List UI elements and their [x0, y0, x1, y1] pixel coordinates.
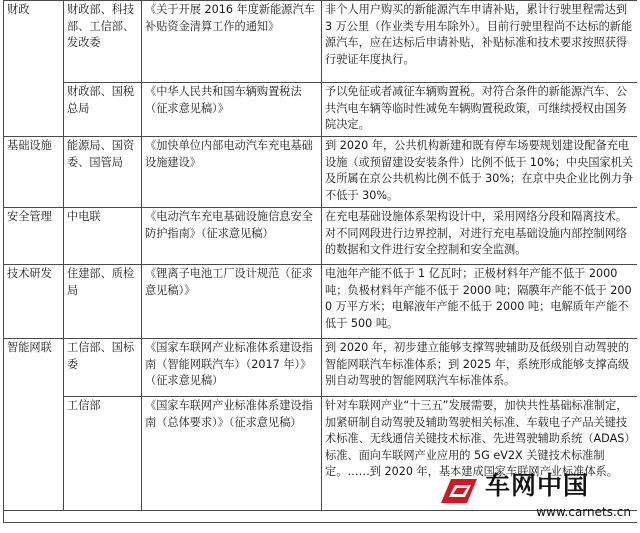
category-cell: 财政 [4, 1, 64, 137]
policy-table [3, 0, 637, 523]
category-cell: 智能网联 [4, 339, 64, 511]
content-cell: 到 2020 年，初步建立能够支撑驾驶辅助及低级别自动驾驶的智能网联汽车标准体系；到 2025 年，系统形成能够支撑高级别自动驾驶的智能网联汽车标准体系。 [322, 339, 638, 397]
carnets-logo-icon [437, 473, 481, 509]
table-row [4, 339, 638, 397]
document-cell: 《国家车联网产业标准体系建设指南（总体要求）》（征求意见稿） [142, 397, 322, 511]
department-cell: 住建部、质检局 [64, 265, 142, 339]
table-row [4, 83, 638, 137]
document-cell: 《锂离子电池工厂设计规范（征求意见稿）》 [142, 265, 322, 339]
table-row [4, 208, 638, 265]
content-cell: 电池年产能不低于 1 亿瓦时；正极材料年产能不低于 2000 吨；负极材料年产能不低于 2000 吨；隔膜年产能不低于 2000 万平方米；电解液年产能不低于 2000 吨；电解质年产能不低于 500 吨。 [322, 265, 638, 339]
document-cell: 《关于开展 2016 年度新能源汽车补贴资金清算工作的通知》 [142, 1, 322, 83]
department-cell: 中电联 [64, 208, 142, 265]
policy-document [3, 0, 637, 533]
department-cell: 财政部、科技部、工信部、发改委 [64, 1, 142, 83]
table-row [4, 1, 638, 83]
watermark-url: www.carnets.cn [536, 505, 631, 519]
content-cell: 针对车联网产业“十三五”发展需要，加快共性基础标准制定，加紧研制自动驾驶及辅助驾驶相关标准、车载电子产品关键技术标准、无线通信关键技术标准、先进驾驶辅助系统（ADAS）标准、面向车联网产业应用的 5G eV2X 关键技术标准制定。……到 2020 年，基本建成国家车联网产业标准体系。 [322, 397, 638, 511]
content-cell: 予以免征或者减征车辆购置税。对符合条件的新能源汽车、公共汽电车辆等临时性减免车辆购置税政策，可继续授权由国务院决定。 [322, 83, 638, 137]
content-cell: 到 2020 年，公共机构新建和既有停车场要规划建设配备充电设施（或预留建设安装条件）比例不低于 10%；中央国家机关及所属在京公共机构比例不低于 30%；在京中央企业比例力争不低于 30%。 [322, 137, 638, 208]
department-cell: 能源局、国资委、国管局 [64, 137, 142, 208]
document-cell: 《国家车联网产业标准体系建设指南（智能网联汽车）（2017 年）》（征求意见稿） [142, 339, 322, 397]
department-cell: 财政部、国税总局 [64, 83, 142, 137]
table-row [4, 265, 638, 339]
content-cell: 非个人用户购买的新能源汽车申请补贴，累计行驶里程需达到 3 万公里（作业类专用车除外）。目前行驶里程尚不达标的新能源汽车，应在达标后申请补贴，补贴标准和技术要求按照获得行驶证年度执行。 [322, 1, 638, 83]
content-cell: 在充电基础设施体系架构设计中，采用网络分段和隔离技术。对不同网段进行边界控制，对进行充电基础设施内部控制网络的数据和文件进行安全控制和安全监测。 [322, 208, 638, 265]
watermark-brand: 车网中国 [485, 471, 590, 500]
document-cell: 《电动汽车充电基础设施信息安全防护指南》（征求意见稿） [142, 208, 322, 265]
table-row [4, 137, 638, 208]
watermark [437, 471, 633, 527]
department-cell: 工信部、国标委 [64, 339, 142, 397]
category-cell: 安全管理 [4, 208, 64, 265]
category-cell: 基础设施 [4, 137, 64, 208]
document-cell: 《中华人民共和国车辆购置税法（征求意见稿）》 [142, 83, 322, 137]
category-cell: 技术研发 [4, 265, 64, 339]
department-cell: 工信部 [64, 397, 142, 511]
document-cell: 《加快单位内部电动汽车充电基础设施建设》 [142, 137, 322, 208]
